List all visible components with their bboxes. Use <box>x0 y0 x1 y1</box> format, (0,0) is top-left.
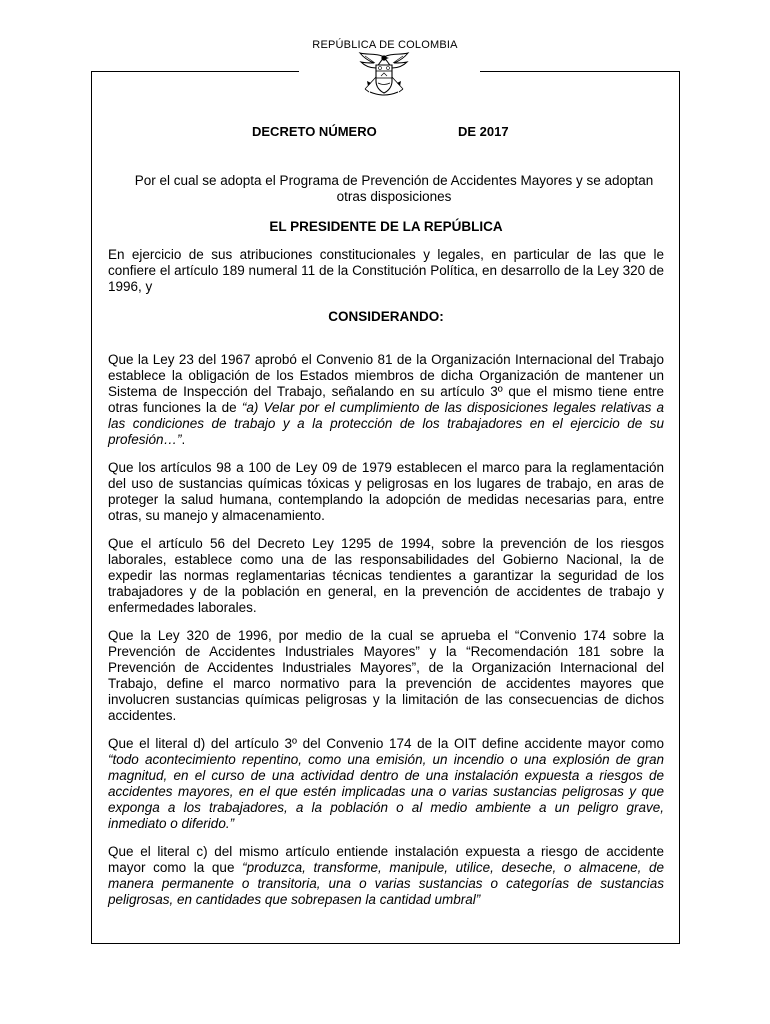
decree-subtitle: Por el cual se adopta el Programa de Prevención de Accidentes Mayores y se adoptan otras disposiciones <box>134 173 654 204</box>
decree-number-label: DECRETO NÚMERO <box>252 124 377 139</box>
considerando-paragraph-2: Que los artículos 98 a 100 de Ley 09 de 1979 establecen el marco para la reglamentación del uso de sustancias químicas tóxicas y peligrosas en los lugares de trabajo, en aras de proteger la salud humana, contemplando la adopción de medidas necesarias para, entre otras, su manejo y almacenamiento. <box>108 460 664 523</box>
quoted-text: “a) Velar por el cumplimiento de las disposiciones legales relativas a las condiciones de trabajo y a la protección de los trabajadores en el ejercicio de su profesión…” <box>108 400 664 447</box>
considerando-paragraph-1 <box>108 352 664 448</box>
considerando-heading: CONSIDERANDO: <box>328 309 444 324</box>
considerando-paragraph-5 <box>108 736 664 832</box>
paragraph-text: Que el literal d) del artículo 3º del Convenio 174 de la OIT define accidente mayor como <box>108 736 664 751</box>
considerando-paragraph-4: Que la Ley 320 de 1996, por medio de la cual se aprueba el “Convenio 174 sobre la Prevención de Accidentes Industriales Mayores” y la “Recomendación 181 sobre la Prevención de Accidentes Industriales Mayores”, de la Organización Internacional del Trabajo, define el marco normativo para la prevención de accidentes mayores que involucren sustancias químicas peligrosas y la limitación de las consecuencias de dichos accidentes. <box>108 628 664 723</box>
quoted-text: “todo acontecimiento repentino, como una emisión, un incendio o una explosión de gran magnitud, en el curso de una actividad dentro de una instalación expuesta a riesgos de accidentes mayores, en el que estén implicadas una o varias sustancias peligrosas y que exponga a los trabajadores, a la población o al medio ambiente a un peligro grave, inmediato o diferido.” <box>108 752 664 831</box>
considerando-paragraph-6 <box>108 844 664 908</box>
preamble-paragraph: En ejercicio de sus atribuciones constitucionales y legales, en particular de las que le confiere el artículo 189 numeral 11 de la Constitución Política, en desarrollo de la Ley 320 de 1996, y <box>108 247 664 294</box>
paragraph-text: Que el literal c) del mismo artículo entiende instalación expuesta a riesgo de accidente mayor como la que <box>108 844 664 875</box>
paragraph-text: . <box>181 432 186 447</box>
decree-number-line <box>252 124 664 139</box>
authority-heading: EL PRESIDENTE DE LA REPÚBLICA <box>269 219 503 234</box>
quoted-text: “produzca, transforme, manipule, utilice, deseche, o almacene, de manera permanente o transitoria, una o varias sustancias o categorías de sustancias peligrosas, en cantidades que sobrepasen la cantidad umbral” <box>108 860 664 907</box>
country-header: REPÚBLICA DE COLOMBIA <box>312 39 458 51</box>
considerando-paragraph-3: Que el artículo 56 del Decreto Ley 1295 de 1994, sobre la prevención de los riesgos laborales, establece como una de las responsabilidades del Gobierno Nacional, la de expedir las normas reglamentarias técnicas tendientes a garantizar la seguridad de los trabajadores y de la población en general, en la prevención de accidentes de trabajo y enfermedades laborales. <box>108 536 664 615</box>
decree-content <box>108 124 664 908</box>
paragraph-text: Que la Ley 23 del 1967 aprobó el Convenio 81 de la Organización Internacional del Trabajo establece la obligación de los Estados miembros de dicha Organización de mantener un Sistema de Inspección del Trabajo, señalando en su artículo 3º que el mismo tiene entre otras funciones la de <box>108 352 664 415</box>
decree-year: DE 2017 <box>458 124 509 139</box>
frame-top-left-rule <box>91 71 299 72</box>
frame-top-right-rule <box>480 71 679 72</box>
